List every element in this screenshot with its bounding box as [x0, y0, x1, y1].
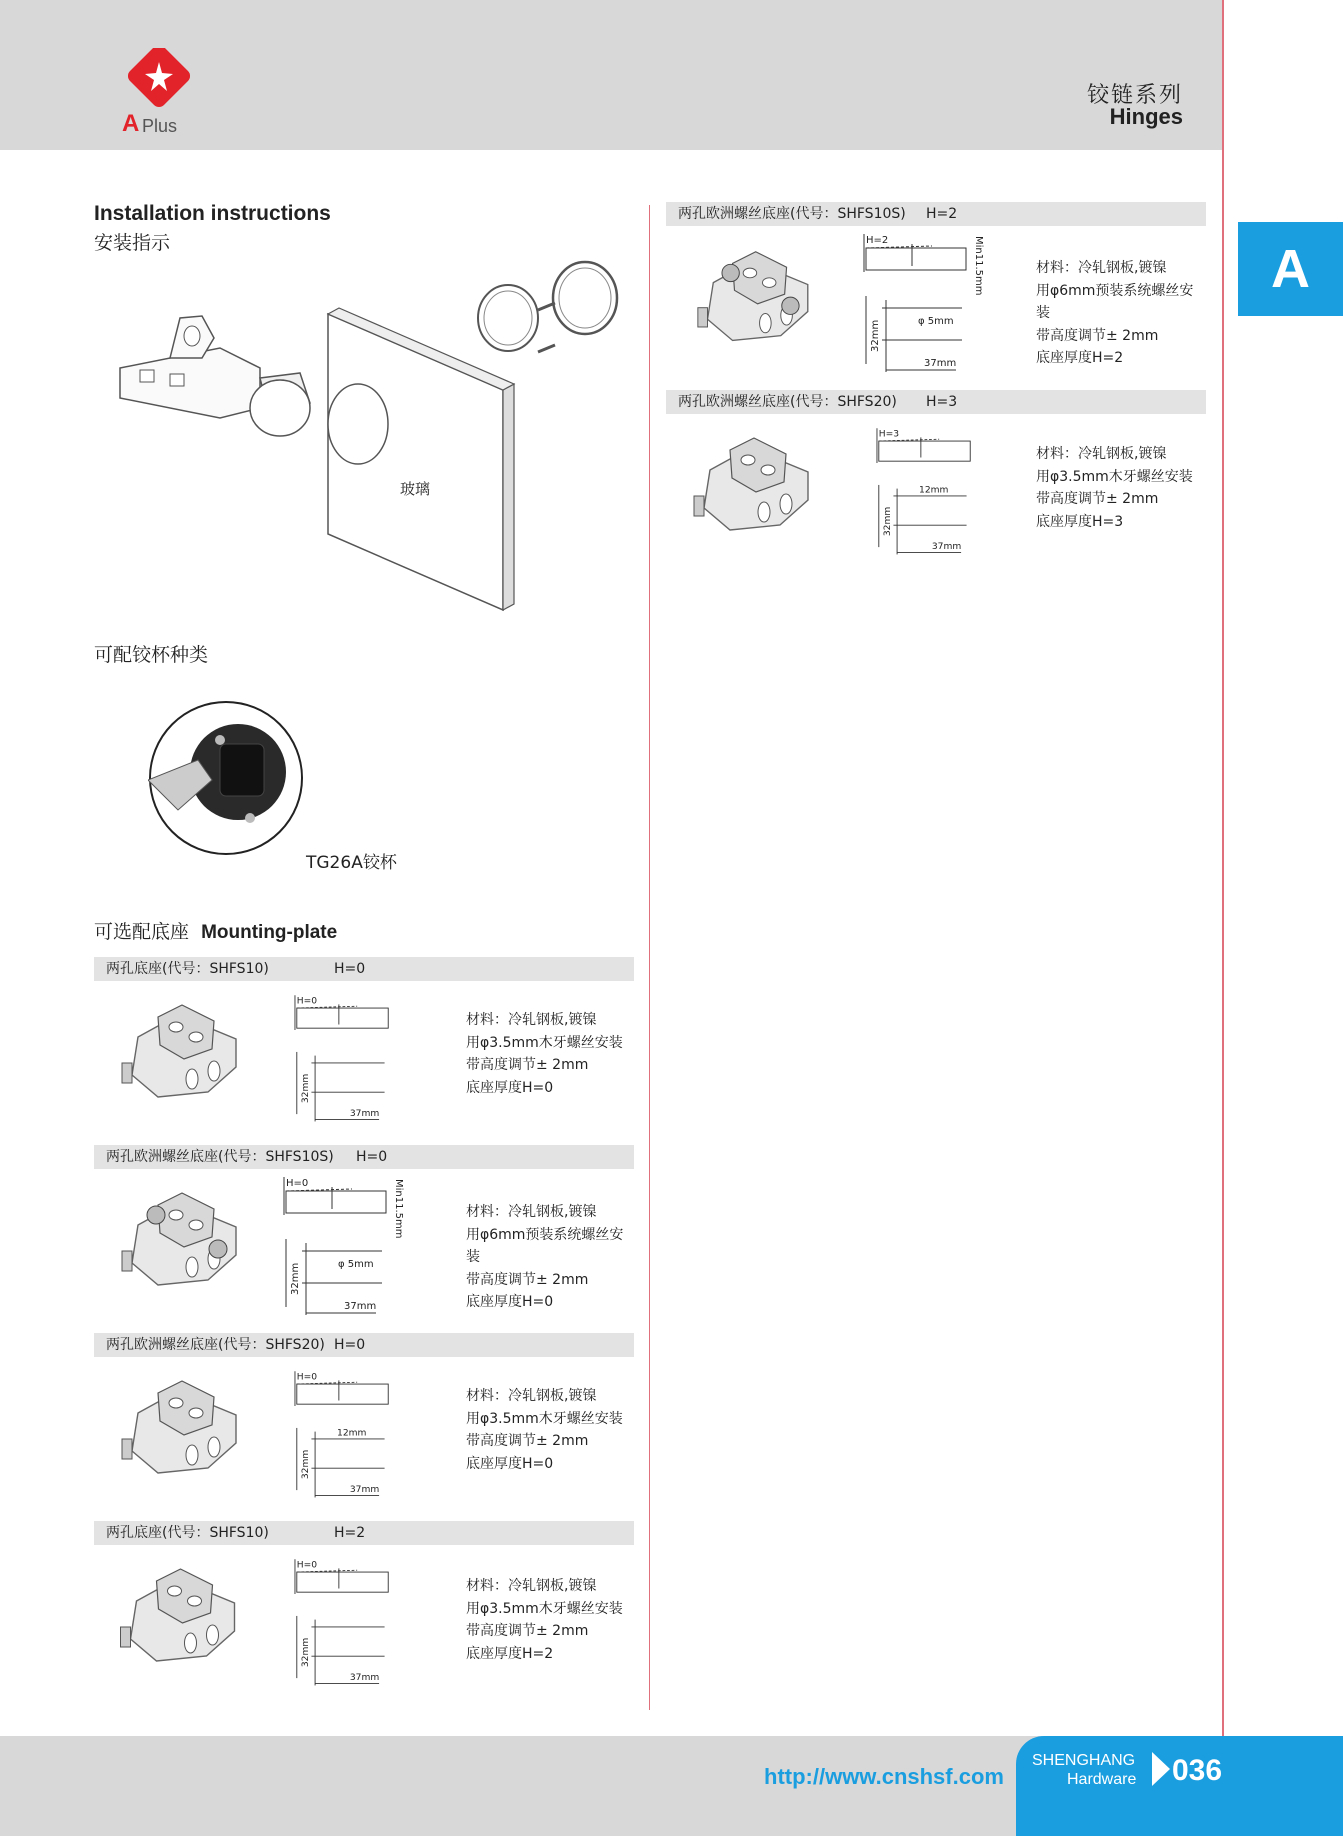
plate-photo [694, 242, 829, 357]
spec-screw: 用φ6mm预装系统螺丝安装 [1036, 282, 1194, 321]
plate-name: 两孔底座(代号：SHFS10) [106, 961, 269, 977]
brand-name: SHENGHANG [1032, 1752, 1136, 1769]
plate-name: 两孔欧洲螺丝底座(代号：SHFS20) [106, 1337, 325, 1353]
svg-text:Min11.5mm: Min11.5mm [393, 1179, 404, 1239]
plate-photo [690, 430, 830, 545]
mounting-title-cn: 可选配底座 [94, 921, 190, 943]
install-title-cn: 安装指示 [94, 232, 171, 254]
spec-screw: 用φ6mm预装系统螺丝安装 [466, 1226, 624, 1265]
cup-item-label: TG26A铰杯 [306, 853, 397, 873]
svg-text:32mm: 32mm [882, 506, 893, 537]
plate-item [94, 1145, 634, 1325]
spec-adjust: 带高度调节± 2mm [466, 1433, 589, 1449]
svg-text:H=0: H=0 [296, 1372, 318, 1383]
svg-text:37mm: 37mm [349, 1672, 380, 1683]
plate-height: H=2 [926, 206, 958, 222]
brand-subtitle: Hardware [1067, 1771, 1137, 1788]
plate-item [666, 390, 1206, 570]
plate-name: 两孔欧洲螺丝底座(代号：SHFS20) [678, 394, 897, 410]
spec-thickness: 底座厚度H=0 [466, 1455, 554, 1472]
spec-material: 材料：冷轧钢板,镀镍 [1036, 446, 1167, 462]
logo-text: Plus [142, 116, 178, 136]
category-title-en: Hinges [1109, 104, 1183, 129]
spec-material: 材料：冷轧钢板,镀镍 [1036, 260, 1167, 276]
plate-name-bar [94, 1333, 634, 1357]
svg-text:37mm: 37mm [349, 1484, 380, 1495]
dimension-drawing [284, 1551, 444, 1701]
mounting-title [94, 917, 337, 944]
plate-specs [1036, 443, 1193, 533]
svg-text:φ 5mm: φ 5mm [338, 1259, 374, 1270]
svg-text:32mm: 32mm [870, 319, 881, 352]
plate-name: 两孔欧洲螺丝底座(代号：SHFS10S) [106, 1149, 334, 1165]
logo-a: A [122, 110, 140, 137]
plate-height: H=0 [356, 1149, 388, 1165]
cup-types-title: 可配铰杯种类 [94, 644, 209, 666]
vertical-rule [1222, 0, 1224, 1836]
svg-text:H=3: H=3 [878, 429, 900, 440]
spec-material: 材料：冷轧钢板,镀镍 [466, 1578, 597, 1594]
spec-thickness: 底座厚度H=3 [1036, 513, 1124, 530]
page-arrow-icon [1152, 1752, 1170, 1786]
plate-name-bar [666, 202, 1206, 226]
dimension-drawing [284, 1363, 444, 1513]
svg-text:H=0: H=0 [296, 996, 318, 1007]
install-title-en: Installation instructions [94, 202, 331, 225]
plate-specs [1036, 257, 1206, 370]
svg-text:H=0: H=0 [286, 1178, 309, 1189]
section-tab[interactable]: A [1238, 222, 1343, 316]
spec-adjust: 带高度调节± 2mm [466, 1057, 589, 1073]
plate-photo [118, 1373, 258, 1488]
svg-text:12mm: 12mm [919, 485, 949, 496]
dimension-drawing [852, 232, 1027, 382]
spec-material: 材料：冷轧钢板,镀镍 [466, 1012, 597, 1028]
plate-height: H=3 [926, 394, 958, 410]
svg-text:12mm: 12mm [337, 1428, 367, 1439]
plate-name-bar [666, 390, 1206, 414]
svg-text:32mm: 32mm [300, 1637, 311, 1668]
plate-height: H=2 [334, 1525, 366, 1541]
plate-height: H=0 [334, 1337, 366, 1353]
plate-specs [466, 1009, 623, 1099]
spec-adjust: 带高度调节± 2mm [1036, 491, 1159, 507]
cup-image [148, 700, 304, 856]
mounting-title-en: Mounting-plate [201, 922, 338, 943]
svg-text:37mm: 37mm [344, 1301, 377, 1312]
dimension-drawing [866, 420, 1026, 570]
svg-text:H=0: H=0 [296, 1560, 318, 1571]
spec-adjust: 带高度调节± 2mm [466, 1623, 589, 1639]
spec-screw: 用φ3.5mm木牙螺丝安装 [466, 1034, 623, 1051]
spec-screw: 用φ3.5mm木牙螺丝安装 [1036, 468, 1193, 485]
plate-name-bar [94, 1521, 634, 1545]
spec-screw: 用φ3.5mm木牙螺丝安装 [466, 1410, 623, 1427]
spec-material: 材料：冷轧钢板,镀镍 [466, 1388, 597, 1404]
plate-name-bar [94, 1145, 634, 1169]
plate-name-bar [94, 957, 634, 981]
website-link[interactable]: http://www.cnshsf.com [764, 1764, 1004, 1789]
spec-adjust: 带高度调节± 2mm [466, 1271, 589, 1288]
dimension-drawing [272, 1175, 447, 1325]
plate-item [666, 202, 1206, 382]
svg-text:H=2: H=2 [866, 235, 889, 246]
plate-specs [466, 1575, 623, 1665]
spec-thickness: 底座厚度H=0 [466, 1294, 554, 1310]
spec-thickness: 底座厚度H=0 [466, 1079, 554, 1096]
spec-material: 材料：冷轧钢板,镀镍 [466, 1204, 597, 1220]
spec-thickness: 底座厚度H=2 [1036, 350, 1124, 366]
plate-specs [466, 1385, 623, 1475]
spec-screw: 用φ3.5mm木牙螺丝安装 [466, 1600, 623, 1617]
plate-specs [466, 1201, 634, 1314]
svg-text:32mm: 32mm [300, 1449, 311, 1480]
svg-text:37mm: 37mm [931, 541, 962, 552]
plate-photo [118, 997, 258, 1112]
plate-photo [118, 1185, 258, 1300]
svg-text:Min11.5mm: Min11.5mm [973, 236, 984, 296]
column-divider [649, 205, 650, 1710]
brand-logo [120, 48, 200, 138]
plate-name: 两孔底座(代号：SHFS10) [106, 1525, 269, 1541]
svg-text:32mm: 32mm [300, 1073, 311, 1104]
svg-text:37mm: 37mm [349, 1108, 380, 1119]
plate-item [94, 1333, 634, 1513]
plate-item [94, 957, 634, 1137]
install-diagram [110, 258, 630, 618]
spec-adjust: 带高度调节± 2mm [1036, 327, 1159, 344]
plate-item [94, 1521, 634, 1701]
svg-text:37mm: 37mm [924, 358, 957, 369]
category-title-cn: 铰链系列 [1086, 83, 1183, 108]
spec-thickness: 底座厚度H=2 [466, 1645, 554, 1662]
glass-label: 玻璃 [400, 480, 431, 498]
svg-text:φ 5mm: φ 5mm [918, 316, 954, 327]
page-number: 036 [1172, 1754, 1223, 1787]
svg-text:32mm: 32mm [290, 1262, 301, 1295]
plate-name: 两孔欧洲螺丝底座(代号：SHFS10S) [678, 206, 906, 222]
dimension-drawing [284, 987, 444, 1137]
plate-height: H=0 [334, 961, 366, 977]
plate-photo [114, 1561, 259, 1676]
